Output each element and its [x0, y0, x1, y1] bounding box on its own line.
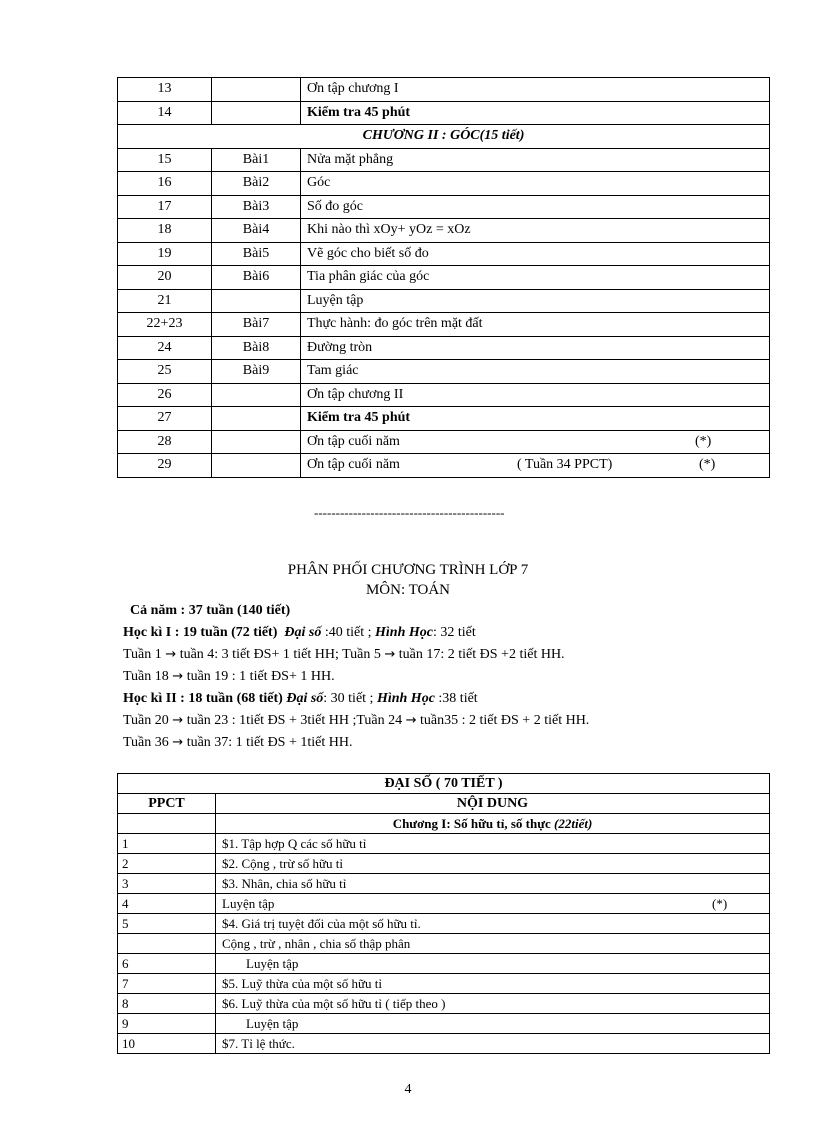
week-note: ( Tuần 34 PPCT): [517, 457, 613, 473]
arrow-icon: →: [384, 647, 396, 662]
table-row: 6 Luyện tập: [118, 954, 770, 974]
table-row: 15 Bài1 Nửa mặt phẳng: [118, 148, 770, 172]
table-row: 5 $4. Giá trị tuyệt đối của một số hữu tỉ.: [118, 914, 770, 934]
review-mark: (*): [699, 457, 716, 473]
page-number: 4: [404, 1082, 412, 1097]
algebra-table: [117, 773, 770, 1054]
table-header-row: [118, 794, 770, 814]
table-row: 25 Bài9 Tam giác: [118, 360, 770, 384]
table-row: 27 Kiểm tra 45 phút: [118, 407, 770, 431]
table-row: 24 Bài8 Đường tròn: [118, 336, 770, 360]
table-row: 17 Bài3 Số đo góc: [118, 195, 770, 219]
chapter-title: Chương I: Số hữu tỉ, số thực (22tiết): [216, 814, 770, 834]
year-summary: Cả năm : 37 tuần (140 tiết): [130, 603, 291, 618]
table-row: 21 Luyện tập: [118, 289, 770, 313]
review-mark: (*): [695, 433, 712, 449]
schedule-line: Tuần 1 → tuần 4: 3 tiết ĐS+ 1 tiết HH; Tuần 5 → tuần 17: 2 tiết ĐS +2 tiết HH.: [123, 647, 565, 662]
table-row: 26 Ơn tập chương II: [118, 383, 770, 407]
table-row: 3 $3. Nhân, chia số hữu tỉ: [118, 874, 770, 894]
semester-2-summary: Học kì II : 18 tuần (68 tiết) Đại số: 30 tiết ; Hình Học :38 tiết: [123, 691, 478, 706]
table-title: ĐẠI SỐ ( 70 TIẾT ): [118, 774, 770, 794]
schedule-line: Tuần 36 → tuần 37: 1 tiết ĐS + 1tiết HH.: [123, 735, 353, 750]
chapter-heading-row: [118, 814, 770, 834]
chapter-title: CHƯƠNG II : GÓC(15 tiết): [118, 125, 770, 149]
column-header-ppct: PPCT: [118, 794, 216, 814]
table-title-row: [118, 774, 770, 794]
page-title: PHÂN PHỐI CHƯƠNG TRÌNH LỚP 7: [287, 562, 529, 578]
arrow-icon: →: [172, 713, 184, 728]
schedule-line: Tuần 20 → tuần 23 : 1tiết ĐS + 3tiết HH ;Tuần 24 → tuần35 : 2 tiết ĐS + 2 tiết HH.: [123, 713, 590, 728]
arrow-icon: →: [172, 669, 184, 684]
table-row: 10 $7. Tỉ lệ thức.: [118, 1034, 770, 1054]
chapter-heading-row: [118, 125, 770, 149]
subject-title: MÔN: TOÁN: [365, 582, 451, 598]
table-row: 18 Bài4 Khi nào thì xOy+ yOz = xOz: [118, 219, 770, 243]
table-row: 29 Ơn tập cuối năm ( Tuần 34 PPCT) (*): [118, 454, 770, 478]
table-row: Cộng , trừ , nhân , chia số thập phân: [118, 934, 770, 954]
table-row: 22+23 Bài7 Thực hành: đo góc trên mặt đất: [118, 313, 770, 337]
table-row: 19 Bài5 Vẽ góc cho biết số đo: [118, 242, 770, 266]
table-row: 14 Kiểm tra 45 phút: [118, 101, 770, 125]
table-row: 28 Ơn tập cuối năm (*): [118, 430, 770, 454]
separator: --------------------------------------------: [314, 505, 505, 520]
table-row: 8 $6. Luỹ thừa của một số hữu tỉ ( tiếp theo ): [118, 994, 770, 1014]
schedule-line: Tuần 18 → tuần 19 : 1 tiết ĐS+ 1 HH.: [123, 669, 335, 684]
arrow-icon: →: [165, 647, 177, 662]
table-row: 9 Luyện tập: [118, 1014, 770, 1034]
review-mark: (*): [712, 895, 728, 911]
table-row: 4 Luyện tập (*): [118, 894, 770, 914]
arrow-icon: →: [172, 735, 184, 750]
table-row: 16 Bài2 Góc: [118, 172, 770, 196]
semester-1-summary: Học kì I : 19 tuần (72 tiết) Đại số :40 tiết ; Hình Học: 32 tiết: [123, 625, 476, 640]
table-row: 1 $1. Tập hợp Q các số hữu tỉ: [118, 834, 770, 854]
column-header-content: NỘI DUNG: [216, 794, 770, 814]
arrow-icon: →: [405, 713, 417, 728]
table-row: 7 $5. Luỹ thừa của một số hữu tỉ: [118, 974, 770, 994]
table-row: 13 Ơn tập chương I: [118, 78, 770, 102]
table-row: 20 Bài6 Tia phân giác của góc: [118, 266, 770, 290]
table-row: 2 $2. Cộng , trừ số hữu tỉ: [118, 854, 770, 874]
chapter-table: [117, 77, 770, 478]
